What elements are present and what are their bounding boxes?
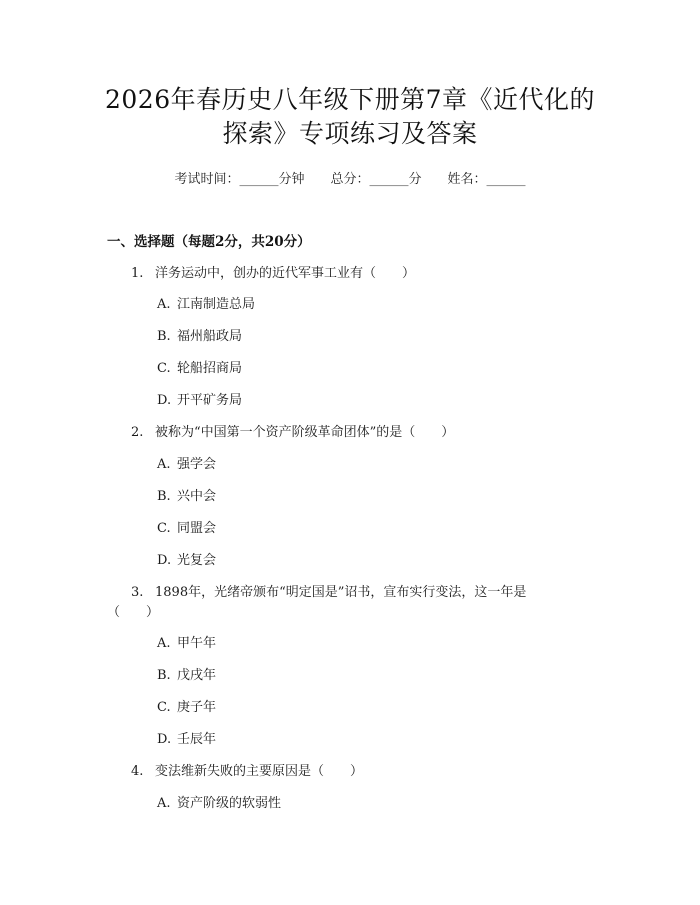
option-3c [157, 696, 216, 715]
question-4 [131, 760, 363, 779]
option-letter: C. [157, 700, 171, 715]
option-text: 庚子年 [177, 700, 217, 715]
option-text: 壬辰年 [177, 732, 217, 747]
option-letter: A. [157, 457, 171, 472]
question-number: 3. [131, 585, 144, 600]
option-letter: D. [157, 732, 172, 747]
question-number: 1. [131, 266, 144, 281]
question-text: 洋务运动中，创办的近代军事工业有（ ） [155, 266, 416, 281]
option-1b [157, 325, 242, 344]
option-letter: A. [157, 297, 171, 312]
option-letter: D. [157, 553, 172, 568]
option-letter: D. [157, 393, 172, 408]
question-text: 变法维新失败的主要原因是（ ） [155, 764, 364, 779]
option-text: 同盟会 [177, 521, 217, 536]
option-text: 资产阶级的软弱性 [177, 796, 282, 811]
option-2b [157, 485, 216, 504]
option-4a [157, 792, 281, 811]
question-text: 被称为“中国第一个资产阶级革命团体”的是（ ） [155, 425, 455, 440]
question-number: 2. [131, 425, 144, 440]
option-text: 江南制造总局 [177, 297, 256, 312]
exam-time-field: 考试时间：______分钟 [174, 172, 305, 187]
exam-meta [0, 168, 700, 187]
question-number: 4. [131, 764, 144, 779]
option-3a [157, 632, 216, 651]
option-1d [157, 389, 242, 408]
section-heading: 一、选择题（每题2分，共20分） [107, 234, 311, 250]
option-2c [157, 517, 216, 536]
option-text: 强学会 [177, 457, 217, 472]
document-title-line-2: 探索》专项练习及答案 [222, 119, 478, 148]
option-text: 兴中会 [177, 489, 217, 504]
option-1c [157, 357, 242, 376]
student-name-field: 姓名：______ [447, 172, 526, 187]
option-letter: C. [157, 521, 171, 536]
document-title-line-1: 2026年春历史八年级下册第7章《近代化的 [104, 85, 596, 114]
question-1 [131, 262, 415, 281]
option-text: 轮船招商局 [177, 361, 243, 376]
option-3b [157, 664, 216, 683]
option-letter: A. [157, 636, 171, 651]
option-text: 光复会 [177, 553, 217, 568]
question-text: 1898年，光绪帝颁布“明定国是”诏书，宣布实行变法，这一年是 [155, 585, 527, 600]
option-1a [157, 293, 255, 312]
option-2d [157, 549, 216, 568]
option-2a [157, 453, 216, 472]
question-3 [131, 581, 526, 600]
option-text: 甲午年 [177, 636, 217, 651]
option-letter: C. [157, 361, 171, 376]
option-text: 开平矿务局 [177, 393, 243, 408]
option-text: 福州船政局 [177, 329, 243, 344]
question-2 [131, 421, 454, 440]
question-3-continuation: （ ） [107, 605, 160, 620]
option-letter: A. [157, 796, 171, 811]
option-text: 戊戌年 [177, 668, 217, 683]
option-letter: B. [157, 489, 171, 504]
total-score-field: 总分：______分 [330, 172, 422, 187]
option-letter: B. [157, 668, 171, 683]
option-3d [157, 728, 216, 747]
option-letter: B. [157, 329, 171, 344]
